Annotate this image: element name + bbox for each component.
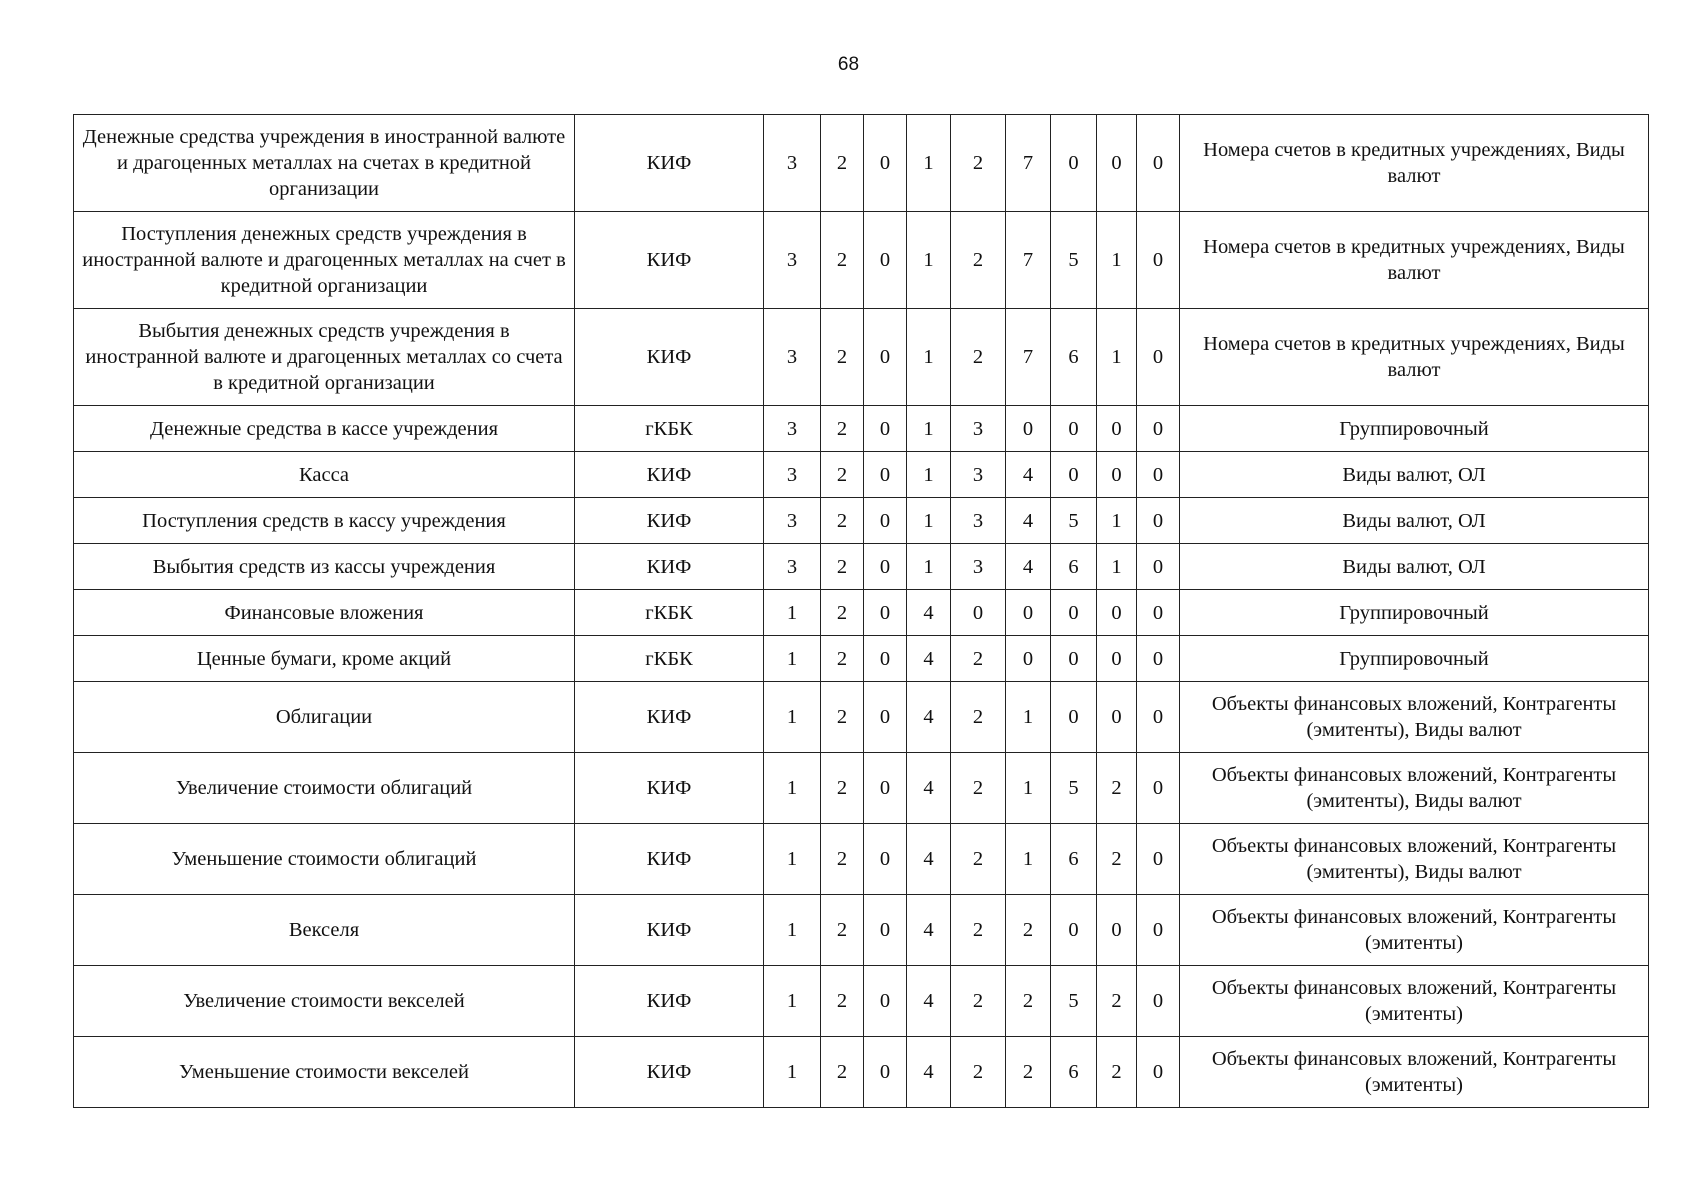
code-digit-cell: 1 — [764, 753, 821, 824]
code-digit-cell: 3 — [764, 406, 821, 452]
code-digit-cell: 5 — [1051, 753, 1097, 824]
code-digit-cell: 1 — [1097, 212, 1137, 309]
analytics-cell: Группировочный — [1180, 590, 1649, 636]
code-digit-cell: 2 — [821, 895, 864, 966]
code-digit-cell: 1 — [764, 824, 821, 895]
table-row — [74, 682, 1649, 753]
account-name-cell: Облигации — [74, 682, 575, 753]
table-row — [74, 115, 1649, 212]
code-digit-cell: 0 — [1137, 406, 1180, 452]
code-digit-cell: 0 — [1097, 406, 1137, 452]
code-digit-cell: 2 — [1097, 1037, 1137, 1108]
account-name-cell: Уменьшение стоимости векселей — [74, 1037, 575, 1108]
analytics-cell: Виды валют, ОЛ — [1180, 498, 1649, 544]
table-row — [74, 452, 1649, 498]
code-digit-cell: 1 — [1006, 824, 1051, 895]
account-type-cell: КИФ — [575, 753, 764, 824]
code-digit-cell: 0 — [1137, 753, 1180, 824]
code-digit-cell: 1 — [1097, 498, 1137, 544]
code-digit-cell: 0 — [1137, 544, 1180, 590]
code-digit-cell: 0 — [864, 452, 907, 498]
code-digit-cell: 3 — [951, 406, 1006, 452]
code-digit-cell: 2 — [951, 636, 1006, 682]
analytics-cell: Виды валют, ОЛ — [1180, 544, 1649, 590]
code-digit-cell: 2 — [821, 406, 864, 452]
code-digit-cell: 6 — [1051, 824, 1097, 895]
analytics-cell: Номера счетов в кредитных учреждениях, Виды валют — [1180, 309, 1649, 406]
code-digit-cell: 0 — [1097, 452, 1137, 498]
code-digit-cell: 0 — [864, 212, 907, 309]
code-digit-cell: 0 — [864, 636, 907, 682]
analytics-cell: Группировочный — [1180, 406, 1649, 452]
code-digit-cell: 2 — [1006, 1037, 1051, 1108]
code-digit-cell: 0 — [864, 498, 907, 544]
code-digit-cell: 0 — [1137, 1037, 1180, 1108]
account-type-cell: КИФ — [575, 824, 764, 895]
code-digit-cell: 0 — [864, 544, 907, 590]
analytics-cell: Номера счетов в кредитных учреждениях, Виды валют — [1180, 212, 1649, 309]
code-digit-cell: 2 — [1097, 824, 1137, 895]
code-digit-cell: 7 — [1006, 115, 1051, 212]
code-digit-cell: 0 — [864, 966, 907, 1037]
code-digit-cell: 2 — [821, 544, 864, 590]
code-digit-cell: 2 — [821, 1037, 864, 1108]
account-name-cell: Увеличение стоимости облигаций — [74, 753, 575, 824]
account-name-cell: Денежные средства в кассе учреждения — [74, 406, 575, 452]
code-digit-cell: 0 — [1137, 966, 1180, 1037]
account-type-cell: гКБК — [575, 590, 764, 636]
code-digit-cell: 4 — [907, 966, 951, 1037]
code-digit-cell: 3 — [764, 498, 821, 544]
code-digit-cell: 3 — [764, 115, 821, 212]
code-digit-cell: 0 — [1137, 212, 1180, 309]
code-digit-cell: 3 — [764, 309, 821, 406]
code-digit-cell: 1 — [764, 636, 821, 682]
code-digit-cell: 2 — [951, 309, 1006, 406]
code-digit-cell: 1 — [764, 966, 821, 1037]
code-digit-cell: 4 — [907, 895, 951, 966]
code-digit-cell: 2 — [821, 636, 864, 682]
code-digit-cell: 0 — [1097, 895, 1137, 966]
code-digit-cell: 6 — [1051, 544, 1097, 590]
code-digit-cell: 0 — [1051, 636, 1097, 682]
code-digit-cell: 2 — [951, 1037, 1006, 1108]
code-digit-cell: 0 — [1137, 498, 1180, 544]
account-type-cell: КИФ — [575, 1037, 764, 1108]
code-digit-cell: 1 — [907, 115, 951, 212]
account-name-cell: Ценные бумаги, кроме акций — [74, 636, 575, 682]
code-digit-cell: 2 — [1006, 895, 1051, 966]
code-digit-cell: 2 — [951, 682, 1006, 753]
code-digit-cell: 4 — [907, 753, 951, 824]
code-digit-cell: 7 — [1006, 212, 1051, 309]
code-digit-cell: 0 — [1006, 590, 1051, 636]
account-name-cell: Касса — [74, 452, 575, 498]
account-type-cell: КИФ — [575, 498, 764, 544]
analytics-cell: Виды валют, ОЛ — [1180, 452, 1649, 498]
code-digit-cell: 3 — [764, 452, 821, 498]
code-digit-cell: 3 — [764, 544, 821, 590]
table-row — [74, 1037, 1649, 1108]
code-digit-cell: 0 — [864, 590, 907, 636]
code-digit-cell: 2 — [821, 753, 864, 824]
code-digit-cell: 2 — [821, 682, 864, 753]
account-type-cell: КИФ — [575, 452, 764, 498]
code-digit-cell: 3 — [951, 498, 1006, 544]
code-digit-cell: 2 — [821, 966, 864, 1037]
code-digit-cell: 1 — [1006, 753, 1051, 824]
code-digit-cell: 2 — [821, 115, 864, 212]
code-digit-cell: 5 — [1051, 966, 1097, 1037]
analytics-cell: Объекты финансовых вложений, Контрагенты (эмитенты) — [1180, 1037, 1649, 1108]
code-digit-cell: 0 — [1137, 682, 1180, 753]
analytics-cell: Объекты финансовых вложений, Контрагенты (эмитенты) — [1180, 895, 1649, 966]
account-type-cell: КИФ — [575, 966, 764, 1037]
code-digit-cell: 0 — [864, 753, 907, 824]
code-digit-cell: 2 — [821, 824, 864, 895]
code-digit-cell: 2 — [821, 309, 864, 406]
table-row — [74, 406, 1649, 452]
analytics-cell: Группировочный — [1180, 636, 1649, 682]
code-digit-cell: 0 — [1097, 636, 1137, 682]
account-type-cell: КИФ — [575, 895, 764, 966]
account-name-cell: Денежные средства учреждения в иностранной валюте и драгоценных металлах на счетах в кредитной организации — [74, 115, 575, 212]
code-digit-cell: 1 — [764, 1037, 821, 1108]
code-digit-cell: 2 — [1097, 753, 1137, 824]
code-digit-cell: 0 — [1097, 115, 1137, 212]
code-digit-cell: 1 — [907, 452, 951, 498]
code-digit-cell: 0 — [1137, 590, 1180, 636]
analytics-cell: Объекты финансовых вложений, Контрагенты (эмитенты), Виды валют — [1180, 824, 1649, 895]
code-digit-cell: 1 — [907, 544, 951, 590]
code-digit-cell: 1 — [907, 498, 951, 544]
code-digit-cell: 0 — [864, 1037, 907, 1108]
code-digit-cell: 0 — [1097, 682, 1137, 753]
code-digit-cell: 2 — [1097, 966, 1137, 1037]
account-name-cell: Поступления средств в кассу учреждения — [74, 498, 575, 544]
account-name-cell: Поступления денежных средств учреждения в иностранной валюте и драгоценных металлах на счет в кредитной организации — [74, 212, 575, 309]
code-digit-cell: 1 — [764, 682, 821, 753]
account-name-cell: Выбытия средств из кассы учреждения — [74, 544, 575, 590]
code-digit-cell: 0 — [1051, 682, 1097, 753]
code-digit-cell: 6 — [1051, 309, 1097, 406]
code-digit-cell: 0 — [864, 406, 907, 452]
code-digit-cell: 0 — [864, 824, 907, 895]
account-type-cell: КИФ — [575, 309, 764, 406]
code-digit-cell: 2 — [951, 753, 1006, 824]
code-digit-cell: 1 — [1006, 682, 1051, 753]
code-digit-cell: 0 — [1006, 406, 1051, 452]
code-digit-cell: 2 — [821, 452, 864, 498]
code-digit-cell: 2 — [1006, 966, 1051, 1037]
code-digit-cell: 0 — [1051, 452, 1097, 498]
table-row — [74, 498, 1649, 544]
table-row — [74, 824, 1649, 895]
code-digit-cell: 2 — [821, 590, 864, 636]
code-digit-cell: 1 — [1097, 544, 1137, 590]
account-type-cell: КИФ — [575, 682, 764, 753]
code-digit-cell: 0 — [1051, 590, 1097, 636]
code-digit-cell: 0 — [951, 590, 1006, 636]
accounts-table — [73, 114, 1649, 1108]
code-digit-cell: 1 — [1097, 309, 1137, 406]
table-row — [74, 590, 1649, 636]
code-digit-cell: 2 — [951, 212, 1006, 309]
analytics-cell: Номера счетов в кредитных учреждениях, Виды валют — [1180, 115, 1649, 212]
code-digit-cell: 1 — [907, 309, 951, 406]
code-digit-cell: 7 — [1006, 309, 1051, 406]
code-digit-cell: 1 — [764, 590, 821, 636]
table-row — [74, 966, 1649, 1037]
code-digit-cell: 2 — [951, 895, 1006, 966]
analytics-cell: Объекты финансовых вложений, Контрагенты (эмитенты) — [1180, 966, 1649, 1037]
account-type-cell: гКБК — [575, 636, 764, 682]
table-row — [74, 212, 1649, 309]
table-row — [74, 636, 1649, 682]
code-digit-cell: 4 — [1006, 452, 1051, 498]
code-digit-cell: 0 — [1006, 636, 1051, 682]
code-digit-cell: 0 — [1051, 895, 1097, 966]
code-digit-cell: 0 — [1137, 636, 1180, 682]
code-digit-cell: 0 — [864, 115, 907, 212]
code-digit-cell: 5 — [1051, 498, 1097, 544]
code-digit-cell: 1 — [907, 406, 951, 452]
code-digit-cell: 4 — [907, 824, 951, 895]
code-digit-cell: 2 — [821, 212, 864, 309]
code-digit-cell: 0 — [864, 682, 907, 753]
account-type-cell: КИФ — [575, 212, 764, 309]
code-digit-cell: 2 — [821, 498, 864, 544]
code-digit-cell: 0 — [1097, 590, 1137, 636]
code-digit-cell: 0 — [1137, 824, 1180, 895]
account-name-cell: Выбытия денежных средств учреждения в иностранной валюте и драгоценных металлах со счета в кредитной организации — [74, 309, 575, 406]
code-digit-cell: 1 — [907, 212, 951, 309]
account-type-cell: КИФ — [575, 115, 764, 212]
code-digit-cell: 2 — [951, 824, 1006, 895]
code-digit-cell: 3 — [951, 452, 1006, 498]
code-digit-cell: 0 — [864, 309, 907, 406]
code-digit-cell: 4 — [907, 590, 951, 636]
code-digit-cell: 3 — [764, 212, 821, 309]
code-digit-cell: 4 — [907, 1037, 951, 1108]
code-digit-cell: 0 — [1051, 406, 1097, 452]
code-digit-cell: 2 — [951, 966, 1006, 1037]
table-row — [74, 895, 1649, 966]
code-digit-cell: 4 — [1006, 544, 1051, 590]
code-digit-cell: 4 — [907, 682, 951, 753]
analytics-cell: Объекты финансовых вложений, Контрагенты (эмитенты), Виды валют — [1180, 682, 1649, 753]
code-digit-cell: 0 — [1137, 895, 1180, 966]
code-digit-cell: 3 — [951, 544, 1006, 590]
code-digit-cell: 5 — [1051, 212, 1097, 309]
code-digit-cell: 2 — [951, 115, 1006, 212]
code-digit-cell: 4 — [1006, 498, 1051, 544]
code-digit-cell: 0 — [864, 895, 907, 966]
code-digit-cell: 0 — [1137, 309, 1180, 406]
table-row — [74, 309, 1649, 406]
code-digit-cell: 0 — [1137, 115, 1180, 212]
analytics-cell: Объекты финансовых вложений, Контрагенты (эмитенты), Виды валют — [1180, 753, 1649, 824]
table-row — [74, 544, 1649, 590]
account-name-cell: Увеличение стоимости векселей — [74, 966, 575, 1037]
code-digit-cell: 4 — [907, 636, 951, 682]
code-digit-cell: 1 — [764, 895, 821, 966]
account-type-cell: КИФ — [575, 544, 764, 590]
table-row — [74, 753, 1649, 824]
page-number: 68 — [837, 54, 860, 75]
account-type-cell: гКБК — [575, 406, 764, 452]
account-name-cell: Финансовые вложения — [74, 590, 575, 636]
code-digit-cell: 6 — [1051, 1037, 1097, 1108]
code-digit-cell: 0 — [1137, 452, 1180, 498]
account-name-cell: Уменьшение стоимости облигаций — [74, 824, 575, 895]
table-body — [74, 115, 1649, 1108]
code-digit-cell: 0 — [1051, 115, 1097, 212]
account-name-cell: Векселя — [74, 895, 575, 966]
